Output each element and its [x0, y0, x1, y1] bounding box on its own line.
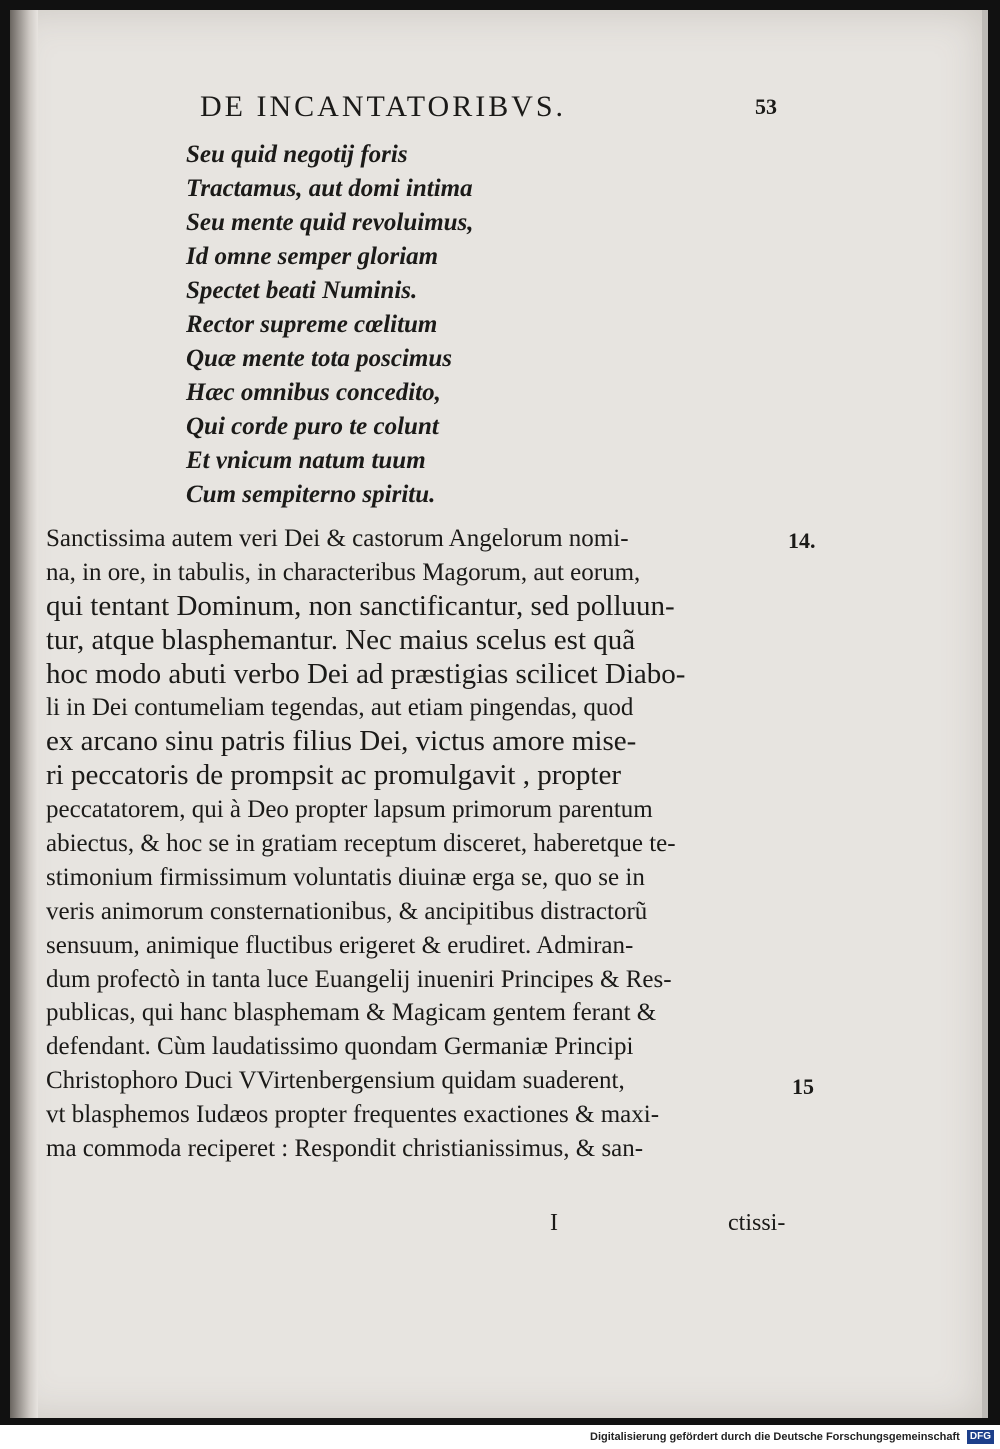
verse-line: Quæ mente tota poscimus — [186, 345, 452, 372]
margin-number-14: 14. — [788, 528, 816, 553]
verse-line: Qui corde puro te colunt — [186, 413, 439, 440]
text-line: sensuum, animique fluctibus erigeret & erudiret. Admiran- — [46, 931, 634, 959]
verse-line: Tractamus, aut domi intima — [186, 175, 473, 202]
text-line: li in Dei contumeliam tegendas, aut etiam pingendas, quod — [46, 694, 634, 722]
text-line: stimonium firmissimum voluntatis diuinæ erga se, quo se in — [46, 863, 645, 891]
body-text — [46, 522, 802, 1166]
text-line: ex arcano sinu patris filius Dei, victus amore mise- — [46, 725, 637, 758]
text-line: dum profectò in tanta luce Euangelij inueniri Principes & Res- — [46, 965, 672, 993]
text-line: hoc modo abuti verbo Dei ad præstigias scilicet Diabo- — [46, 657, 686, 690]
text-line: ri peccatoris de prompsit ac promulgavit , propter — [46, 759, 621, 792]
book-page — [10, 10, 988, 1418]
verse-line: Id omne semper gloriam — [186, 243, 439, 270]
running-head: DE INCANTATORIBVS. — [200, 90, 567, 123]
text-line: veris animorum consternationibus, & ancipitibus distractorũ — [46, 897, 648, 925]
text-line: Sanctissima autem veri Dei & castorum Angelorum nomi- — [46, 525, 629, 552]
verse-line: Spectet beati Numinis. — [186, 277, 418, 304]
text-line: ma commoda reciperet : Respondit christianissimus, & san- — [46, 1135, 644, 1163]
page-number: 53 — [755, 94, 777, 119]
verse-line: Et vnicum natum tuum — [186, 447, 426, 474]
verse-line: Hæc omnibus concedito, — [186, 379, 441, 406]
text-line: abiectus, & hoc se in gratiam receptum disceret, haberetque te- — [46, 830, 676, 858]
text-line: Christophoro Duci VVirtenbergensium quidam suaderent, — [46, 1067, 625, 1095]
hymn-verses — [186, 138, 474, 512]
dfg-logo: DFG — [967, 1430, 994, 1444]
text-line: tur, atque blasphemantur. Nec maius scelus est quã — [46, 623, 636, 656]
verse-line: Cum sempiterno spiritu. — [186, 481, 436, 508]
digitization-footer — [0, 1425, 1000, 1449]
text-line: qui tentant Dominum, non sanctificantur, sed polluun- — [46, 589, 675, 622]
margin-number-15: 15 — [792, 1074, 814, 1099]
text-line: publicas, qui hanc blasphemam & Magicam gentem ferant & — [46, 999, 657, 1027]
verse-line: Rector supreme cœlitum — [186, 311, 438, 338]
signature-mark: I — [550, 1210, 558, 1236]
catchword: ctissi- — [728, 1210, 786, 1236]
footer-credit: Digitalisierung gefördert durch die Deutsche Forschungsgemeinschaft — [590, 1431, 960, 1443]
text-line: peccatatorem, qui à Deo propter lapsum primorum parentum — [46, 796, 653, 824]
text-line: na, in ore, in tabulis, in characteribus Magorum, aut eorum, — [46, 558, 641, 586]
page-gutter — [10, 10, 38, 1418]
verse-line: Seu quid negotij foris — [186, 141, 408, 168]
text-line: vt blasphemos Iudæos propter frequentes exactiones & maxi- — [46, 1101, 660, 1129]
text-line: defendant. Cùm laudatissimo quondam Germaniæ Principi — [46, 1033, 634, 1061]
verse-line: Seu mente quid revoluimus, — [186, 209, 474, 236]
